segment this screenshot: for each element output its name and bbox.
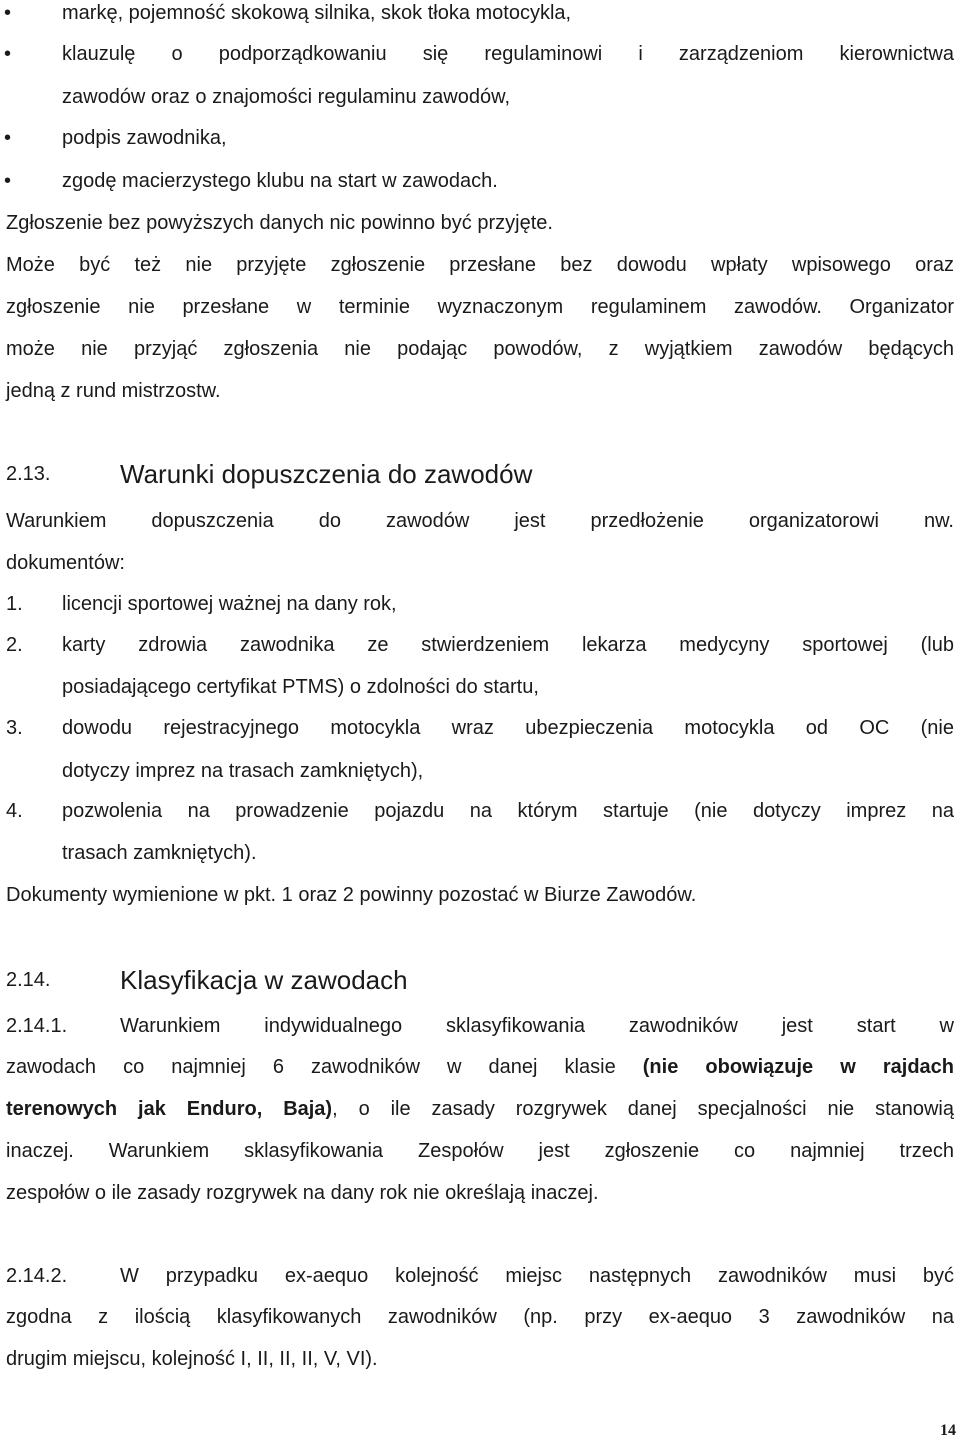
bullet-text: podpis zawodnika, — [62, 127, 227, 149]
section-number: 2.14. — [6, 969, 51, 991]
bullet-icon: • — [4, 43, 12, 65]
paragraph-line: jedną z rund mistrzostw. — [6, 380, 221, 402]
section-title: Warunki dopuszczenia do zawodów — [120, 459, 533, 489]
subsection-number: 2.14.2. — [6, 1265, 68, 1287]
list-number: 4. — [6, 800, 23, 822]
bullet-icon: • — [4, 127, 12, 149]
paragraph-line — [6, 1054, 954, 1080]
list-item-text: dowodu rejestracyjnego motocykla wraz ubezpieczenia motocykla od OC (nie — [62, 717, 954, 739]
text-run: zawodach co najmniej 6 zawodników w danej klasie — [6, 1056, 643, 1078]
paragraph-line: drugim miejscu, kolejność I, II, II, II, V, VI). — [6, 1348, 378, 1370]
paragraph-line: zgłoszenie nie przesłane w terminie wyznaczonym regulaminem zawodów. Organizator — [6, 296, 954, 318]
list-item-text: trasach zamkniętych). — [62, 842, 257, 864]
list-item-text: karty zdrowia zawodnika ze stwierdzeniem lekarza medycyny sportowej (lub — [62, 634, 954, 656]
page-number: 14 — [940, 1422, 956, 1439]
list-item-text: dotyczy imprez na trasach zamkniętych), — [62, 760, 424, 782]
paragraph-line: W przypadku ex-aequo kolejność miejsc następnych zawodników musi być — [120, 1265, 954, 1287]
paragraph-line: Zgłoszenie bez powyższych danych nic powinno być przyjęte. — [6, 212, 553, 234]
paragraph-line: zespołów o ile zasady rozgrywek na dany rok nie określają inaczej. — [6, 1182, 599, 1204]
section-title: Klasyfikacja w zawodach — [120, 965, 408, 995]
section-number: 2.13. — [6, 463, 51, 485]
list-number: 2. — [6, 634, 23, 656]
bullet-icon: • — [4, 2, 12, 24]
paragraph-line: Warunkiem dopuszczenia do zawodów jest przedłożenie organizatorowi nw. — [6, 510, 954, 532]
paragraph-line: Dokumenty wymienione w pkt. 1 oraz 2 powinny pozostać w Biurze Zawodów. — [6, 884, 697, 906]
list-item-text: posiadającego certyfikat PTMS) o zdolności do startu, — [62, 676, 539, 698]
bold-text-run: (nie obowiązuje w rajdach — [642, 1056, 954, 1078]
text-run: , o ile zasady rozgrywek danej specjalności nie stanowią — [332, 1098, 954, 1120]
subsection-number: 2.14.1. — [6, 1015, 68, 1037]
bullet-text: klauzulę o podporządkowaniu się regulaminowi i zarządzeniom kierownictwa — [62, 43, 954, 65]
list-number: 3. — [6, 717, 23, 739]
paragraph-line: Warunkiem indywidualnego sklasyfikowania zawodników jest start w — [120, 1015, 954, 1037]
paragraph-line: Może być też nie przyjęte zgłoszenie przesłane bez dowodu wpłaty wpisowego oraz — [6, 254, 954, 276]
bullet-icon: • — [4, 170, 12, 192]
bullet-text: zgodę macierzystego klubu na start w zawodach. — [62, 170, 498, 192]
paragraph-line: może nie przyjąć zgłoszenia nie podając powodów, z wyjątkiem zawodów będących — [6, 338, 954, 360]
bullet-text: markę, pojemność skokową silnika, skok tłoka motocykla, — [62, 2, 572, 24]
list-item-text: licencji sportowej ważnej na dany rok, — [62, 593, 397, 615]
list-number: 1. — [6, 593, 23, 615]
bold-text-run: terenowych jak Enduro, Baja) — [6, 1098, 333, 1120]
paragraph-line: dokumentów: — [6, 552, 125, 574]
bullet-text: zawodów oraz o znajomości regulaminu zawodów, — [62, 86, 511, 108]
list-item-text: pozwolenia na prowadzenie pojazdu na którym startuje (nie dotyczy imprez na — [62, 800, 954, 822]
paragraph-line: inaczej. Warunkiem sklasyfikowania Zespołów jest zgłoszenie co najmniej trzech — [6, 1140, 954, 1162]
paragraph-line: zgodna z ilością klasyfikowanych zawodników (np. przy ex-aequo 3 zawodników na — [6, 1306, 954, 1328]
paragraph-line — [6, 1096, 954, 1122]
